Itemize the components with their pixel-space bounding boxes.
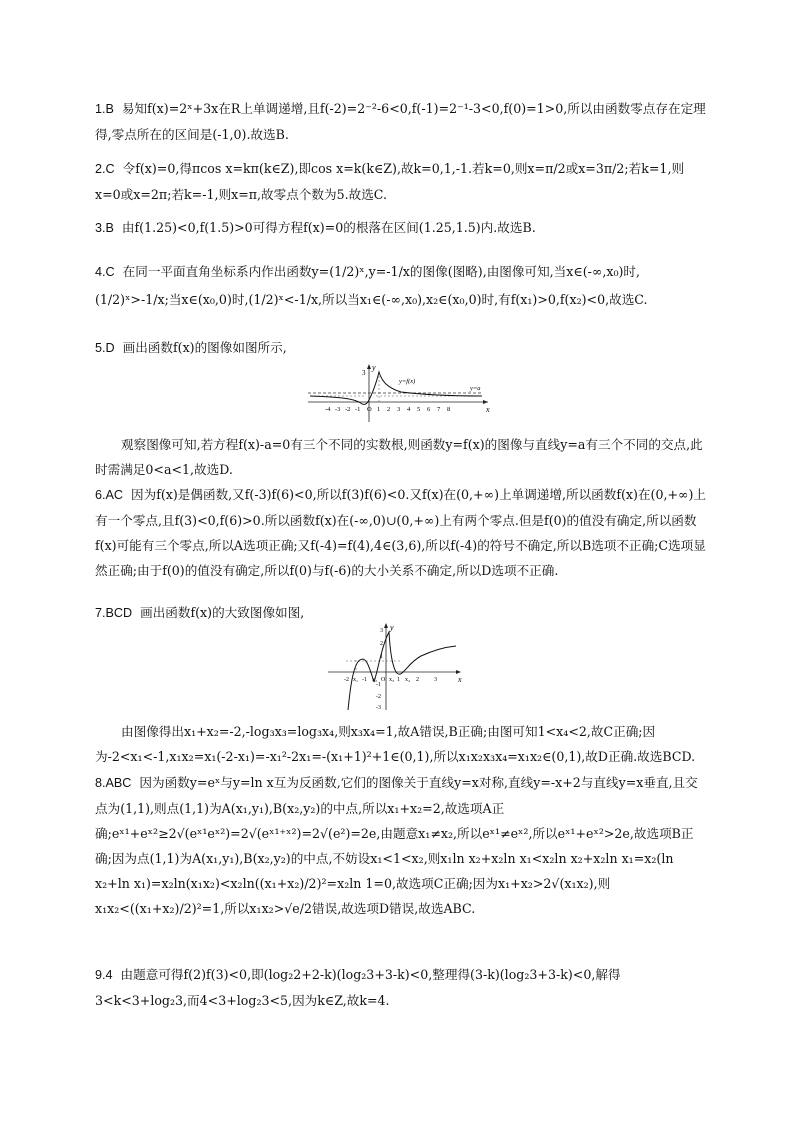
y-axis-arrow-icon: [384, 623, 388, 628]
answer-text: 令f(x)=0,得πcos x=kπ(k∈Z),即cos x=k(k∈Z),故k=0,1,-1.若k=0,则x=π/2或x=3π/2;若k=1,则x=0或x=2π;若k=-1,则x=π,故零点个数为5.故选C.: [95, 161, 685, 202]
answer-item-4: [95, 258, 707, 314]
answer-text: 由f(1.25)<0,f(1.5)>0可得方程f(x)=0的根落在区间(1.25,1.5)内.故选B.: [121, 220, 536, 235]
x-tick-label: x₄: [405, 677, 411, 683]
x-axis-label: x: [486, 405, 490, 414]
figure-graph-2: [326, 620, 466, 712]
curve-left: [348, 659, 374, 710]
x-tick-label: x₂: [372, 677, 378, 683]
x-tick-label: 2: [387, 406, 391, 413]
x-tick-label: -1: [355, 406, 361, 413]
y-tick-label: -2: [376, 694, 381, 700]
x-tick-label: 8: [447, 406, 451, 413]
x-tick-label: 5: [417, 406, 421, 413]
answer-text: 易知f(x)=2ˣ+3x在R上单调递增,且f(-2)=2⁻²-6<0,f(-1)=2⁻¹-3<0,f(0)=1>0,所以由函数零点存在定理得,零点所在的区间是(-1,0).故选B.: [95, 101, 706, 142]
answer-item-9: [95, 962, 707, 1013]
answer-text: 在同一平面直角坐标系内作出函数y=(1/2)ˣ,y=-1/x的图像(图略),由图像可知,当x∈(-∞,x₀)时,(1/2)ˣ>-1/x;当x∈(x₀,0)时,(1/2)ˣ<-1/x,所以当x₁∈(-∞,x₀),x₂∈(x₀,0)时,有f(x₁)>0,f(x₂)<0,故选C.: [95, 264, 648, 307]
x-tick-label: -2: [345, 406, 351, 413]
y-tick-label: 2: [380, 641, 383, 647]
answer-number: 2.C: [95, 162, 115, 176]
answer-text: 因为f(x)是偶函数,又f(-3)f(6)<0,所以f(3)f(6)<0.又f(x)在(0,+∞)上单调递增,所以函数f(x)在(0,+∞)上有一个零点,且f(3)<0,f(6)>0.所以函数f(x)在(-∞,0)∪(0,+∞)上有两个零点.但是f(0)的值没有确定,所以函数f(x)可能有三个零点,所以A选项正确;又f(-4)=f(4),4∈(3,6),所以f(-4)的符号不确定,所以B选项不正确;C选项显然正确;由于f(0)的值没有确定,所以f(0)与f(-6)的大小关系不确定,所以D选项不正确.: [95, 487, 707, 578]
x-tick-label: -4: [325, 406, 331, 413]
answer-number: 7.BCD: [95, 606, 133, 620]
y-tick-label: 3: [380, 628, 383, 634]
figure-graph-1: [306, 362, 492, 424]
answer-number: 8.ABC: [95, 776, 132, 790]
x-tick-label: 1: [377, 406, 381, 413]
answer-item-3: [95, 215, 707, 241]
curve-label: y=f(x): [399, 378, 416, 385]
x-tick-label: 3: [434, 677, 437, 683]
x-tick-label: 3: [397, 406, 401, 413]
answer-number: 4.C: [95, 265, 115, 279]
answer-item-7-continued: [95, 719, 707, 769]
x-axis-label: x: [458, 675, 462, 684]
y-axis-label: y: [372, 363, 376, 372]
answer-text: 因为函数y=eˣ与y=ln x互为反函数,它们的图像关于直线y=x对称,直线y=-x+2与直线y=x垂直,且交点为(1,1),则点(1,1)为A(x₁,y₁),B(x₂,y₂)的中点,所以x₁+x₂=2,故选项A正确;eˣ¹+eˣ²≥2√(eˣ¹eˣ²)=2√(eˣ¹⁺ˣ²)=2√(e²)=2e,由题意x₁≠x₂,所以eˣ¹≠eˣ²,所以eˣ¹+eˣ²>2e,故选项B正确;因为点(1,1)为A(x₁,y₁),B(x₂,y₂)的中点,不妨设x₁<1<x₂,则x₁ln x₂+x₂ln x₁<x₂ln x₂+x₂ln x₁=x₂(ln x₂+ln x₁)=x₂ln(x₁x₂)<x₂ln((x₁+x₂)/2)²=x₂ln 1=0,故选项C正确;因为x₁+x₂>2√(x₁x₂),则x₁x₂<((x₁+x₂)/2)²=1,所以x₁x₂>√e/2错误,故选项D错误,故选ABC.: [95, 775, 698, 916]
answer-text: 画出函数f(x)的大致图像如图,: [140, 605, 305, 620]
x-axis-arrow-icon: [456, 670, 461, 674]
answer-number: 5.D: [95, 341, 115, 355]
x-tick-label: 2: [416, 677, 419, 683]
answer-item-2: [95, 156, 707, 207]
y-tick-label: 1: [380, 654, 383, 660]
answer-number: 6.AC: [95, 488, 123, 502]
x-axis-arrow-icon: [483, 400, 488, 404]
x-tick-labels: [325, 406, 450, 413]
y-tick-label: -3: [376, 705, 381, 711]
x-tick-labels: [344, 677, 437, 683]
answer-item-1: [95, 96, 707, 147]
answer-item-5: [95, 335, 707, 361]
x-tick-label: 7: [437, 406, 441, 413]
answer-text: 由题意可得f(2)f(3)<0,即(log₂2+2-k)(log₂3+3-k)<0,整理得(3-k)(log₂3+3-k)<0,解得3<k<3+log₂3,而4<3+log₂3<5,因为k∈Z,故k=4.: [95, 967, 621, 1008]
x-tick-label: 4: [407, 406, 411, 413]
x-tick-label: 6: [427, 406, 431, 413]
answer-text: 观察图像可知,若方程f(x)-a=0有三个不同的实数根,则函数y=f(x)的图像与直线y=a有三个不同的交点,此时需满足0<a<1,故选D.: [95, 437, 703, 477]
x-tick-label: -2: [344, 677, 349, 683]
x-tick-label: -1: [362, 677, 367, 683]
x-tick-label: O: [367, 406, 372, 413]
x-tick-label: 1: [397, 677, 400, 683]
answer-number: 9.4: [95, 968, 113, 982]
answer-text: 画出函数f(x)的图像如图所示,: [122, 340, 287, 355]
line-label: y=a: [470, 385, 481, 392]
answer-text: 由图像得出x₁+x₂=-2,-log₃x₃=log₃x₄,则x₃x₄=1,故A错误,B正确;由图可知1<x₄<2,故C正确;因为-2<x₁<-1,x₁x₂=x₁(-2-x₁)=-x₁²-2x₁=-(x₁+1)²+1∈(0,1),所以x₁x₂x₃x₄=x₁x₂∈(0,1),故D正确.故选BCD.: [95, 724, 696, 764]
y-tick-label: 3: [362, 369, 366, 377]
x-tick-label: O: [381, 677, 386, 683]
curve-f: [310, 372, 482, 404]
answer-item-5-continued: [95, 432, 707, 482]
x-tick-label: x₁: [353, 677, 359, 683]
answer-item-6: [95, 482, 707, 583]
answer-number: 3.B: [95, 221, 114, 235]
answer-item-8: [95, 770, 707, 921]
y-tick-label: -1: [376, 682, 381, 688]
y-axis-arrow-icon: [367, 364, 371, 369]
x-tick-label: x₃: [389, 677, 395, 683]
y-axis-label: y: [390, 623, 394, 632]
x-tick-label: -3: [335, 406, 341, 413]
answer-number: 1.B: [95, 102, 114, 116]
